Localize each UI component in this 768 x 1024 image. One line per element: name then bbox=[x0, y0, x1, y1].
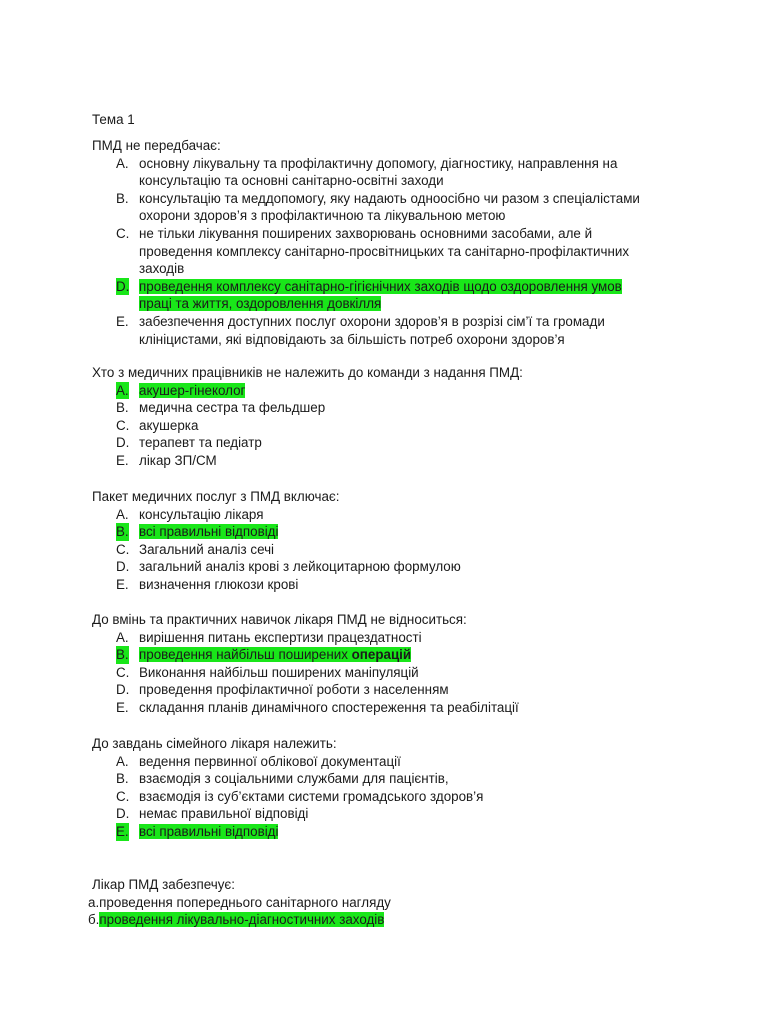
option-letter: б. bbox=[88, 912, 100, 928]
option-label-highlighted: всі правильні відповіді bbox=[139, 524, 279, 540]
option-letter: A. bbox=[116, 506, 129, 522]
q3-option-c bbox=[92, 541, 692, 559]
option-label-highlighted: проведення найбільш поширених bbox=[139, 647, 352, 663]
option-label: взаємодія з соціальними службами для пацієнтів, bbox=[139, 771, 449, 787]
option-label-highlighted: проведення лікувально-діагностичних заходів bbox=[99, 912, 385, 928]
option-letter: A. bbox=[116, 629, 129, 645]
option-letter: B. bbox=[116, 771, 129, 787]
question-2 bbox=[92, 364, 692, 470]
option-line: проведення комплексу санітарно-просвітницьких та санітарно-профілактичних bbox=[139, 243, 630, 259]
q2-option-c bbox=[92, 417, 692, 435]
option-letter: D. bbox=[116, 806, 130, 822]
question-5 bbox=[92, 735, 692, 841]
q5-option-b bbox=[92, 770, 692, 788]
option-label-highlighted: акушер-гінеколог bbox=[139, 382, 246, 398]
q5-option-c bbox=[92, 788, 692, 806]
q3-option-e bbox=[92, 576, 692, 594]
q1-option-b bbox=[92, 190, 692, 225]
option-letter: E. bbox=[116, 576, 129, 592]
q4-option-b-correct bbox=[92, 646, 692, 664]
question-4 bbox=[92, 611, 692, 717]
option-line: консультацію та основні санітарно-освітні заходи bbox=[139, 173, 444, 189]
option-letter: E. bbox=[116, 452, 129, 468]
question-3-text: Пакет медичних послуг з ПМД включає: bbox=[92, 489, 340, 504]
question-6 bbox=[88, 876, 688, 929]
option-line-highlighted: проведення комплексу санітарно-гігієнічних заходів щодо оздоровлення умов bbox=[139, 278, 622, 294]
option-letter: A. bbox=[116, 382, 129, 398]
option-line: не тільки лікування поширених захворювань основними засобами, але й bbox=[139, 225, 593, 241]
q3-option-b-correct bbox=[92, 523, 692, 541]
option-letter: C. bbox=[116, 417, 130, 433]
question-3-options bbox=[92, 506, 692, 594]
option-label: Загальний аналіз сечі bbox=[139, 541, 275, 557]
topic-title: Тема 1 bbox=[92, 112, 135, 127]
q2-option-a-correct bbox=[92, 382, 692, 400]
q1-option-c bbox=[92, 225, 692, 278]
option-label: акушерка bbox=[139, 417, 199, 433]
q1-option-d-correct bbox=[92, 278, 692, 313]
option-label: визначення глюкози крові bbox=[139, 576, 299, 592]
option-label: ведення первинної облікової документації bbox=[139, 753, 401, 769]
question-1-options bbox=[92, 155, 692, 349]
q4-option-e bbox=[92, 699, 692, 717]
question-6-text: Лікар ПМД забезпечує: bbox=[92, 877, 235, 892]
q6-option-b-correct bbox=[88, 911, 688, 929]
option-letter: E. bbox=[116, 313, 129, 329]
option-label: терапевт та педіатр bbox=[139, 435, 262, 451]
option-label: медична сестра та фельдшер bbox=[139, 400, 326, 416]
question-2-text: Хто з медичних працівників не належить до команди з надання ПМД: bbox=[92, 365, 523, 380]
q1-option-a bbox=[92, 155, 692, 190]
option-letter: C. bbox=[116, 788, 130, 804]
q5-option-e-correct bbox=[92, 823, 692, 841]
option-letter: B. bbox=[116, 400, 129, 416]
q2-option-b bbox=[92, 399, 692, 417]
option-letter: B. bbox=[116, 647, 129, 663]
q6-option-a: а.проведення попереднього санітарного нагляду bbox=[88, 894, 391, 910]
q5-option-a bbox=[92, 753, 692, 771]
q5-option-d bbox=[92, 805, 692, 823]
option-letter: E. bbox=[116, 699, 129, 715]
question-3 bbox=[92, 488, 692, 594]
option-letter: B. bbox=[116, 190, 129, 206]
option-letter: D. bbox=[116, 278, 130, 294]
option-label: складання планів динамічного спостереження та реабілітації bbox=[139, 699, 519, 715]
option-label: загальний аналіз крові з лейкоцитарною формулою bbox=[139, 559, 461, 575]
q3-option-d bbox=[92, 558, 692, 576]
q4-option-d bbox=[92, 681, 692, 699]
option-label: проведення профілактичної роботи з населенням bbox=[139, 682, 449, 698]
q4-option-a bbox=[92, 629, 692, 647]
question-4-options bbox=[92, 629, 692, 717]
option-bold-word: операцій bbox=[351, 647, 412, 663]
option-label: Виконання найбільш поширених маніпуляцій bbox=[139, 664, 419, 680]
option-letter: C. bbox=[116, 225, 130, 241]
option-letter: A. bbox=[116, 753, 129, 769]
option-line: консультацію та меддопомогу, яку надають одноосібно чи разом з спеціалістами bbox=[139, 190, 640, 206]
option-label-highlighted: всі правильні відповіді bbox=[139, 823, 279, 839]
option-line-highlighted: праці та життя, оздоровлення довкілля bbox=[139, 296, 382, 312]
option-letter: E. bbox=[116, 823, 129, 839]
q3-option-a bbox=[92, 506, 692, 524]
q2-option-e bbox=[92, 452, 692, 470]
question-5-text: До завдань сімейного лікаря належить: bbox=[92, 736, 337, 751]
q1-option-e bbox=[92, 313, 692, 348]
option-label: взаємодія із суб’єктами системи громадського здоров’я bbox=[139, 788, 484, 804]
option-label: лікар ЗП/СМ bbox=[139, 452, 217, 468]
option-line: основну лікувальну та профілактичну допомогу, діагностику, направлення на bbox=[139, 155, 618, 171]
option-letter: C. bbox=[116, 664, 130, 680]
question-1 bbox=[92, 137, 692, 348]
option-letter: D. bbox=[116, 435, 130, 451]
q4-option-c bbox=[92, 664, 692, 682]
option-line: клініцистами, які відповідають за більшість потреб охорони здоров’я bbox=[139, 331, 565, 347]
option-line: охорони здоров’я з профілактичною та лікувальною метою bbox=[139, 208, 506, 224]
option-label: консультацію лікаря bbox=[139, 506, 264, 522]
option-label: вирішення питань експертизи працездатності bbox=[139, 629, 422, 645]
option-letter: D. bbox=[116, 559, 130, 575]
option-label: немає правильної відповіді bbox=[139, 806, 309, 822]
option-letter: C. bbox=[116, 541, 130, 557]
q2-option-d bbox=[92, 434, 692, 452]
question-5-options bbox=[92, 753, 692, 841]
question-1-text: ПМД не передбачає: bbox=[92, 138, 221, 153]
option-letter: B. bbox=[116, 524, 129, 540]
option-letter: D. bbox=[116, 682, 130, 698]
option-line: забезпечення доступних послуг охорони здоров’я в розрізі сім’ї та громади bbox=[139, 313, 605, 329]
question-2-options bbox=[92, 382, 692, 470]
option-line: заходів bbox=[139, 261, 185, 277]
question-4-text: До вмінь та практичних навичок лікаря ПМД не відноситься: bbox=[92, 612, 467, 627]
option-letter: A. bbox=[116, 155, 129, 171]
